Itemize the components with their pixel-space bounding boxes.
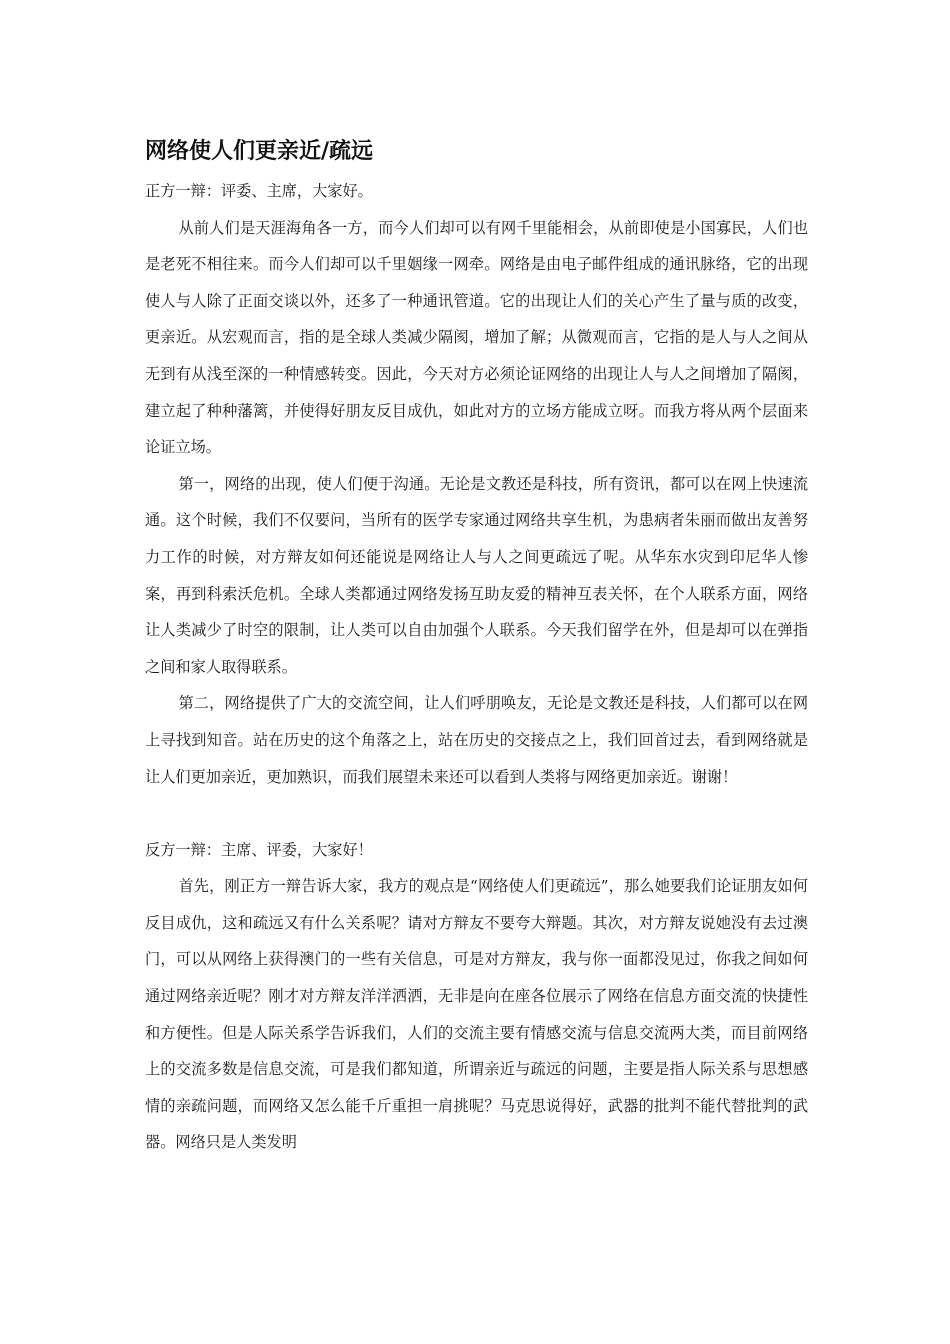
paragraph-affirmative-3: 第二，网络提供了广大的交流空间，让人们呼朋唤友，无论是文教还是科技，人们都可以在网上寻找到知音。站在历史的这个角落之上，站在历史的交接点之上，我们回首过去，看到网络就是让人们更加亲近，更加熟识，而我们展望未来还可以看到人类将与网络更加亲近。谢谢！ — [145, 694, 808, 786]
blank-line — [145, 795, 808, 832]
document-title: 网络使人们更亲近/疏远 — [145, 139, 374, 164]
paragraph-negative-1: 首先，刚正方一辩告诉大家，我方的观点是“网络使人们更疏远”，那么她要我们论证朋友如何反目成仇，这和疏远又有什么关系呢？请对方辩友不要夸大辩题。其次，对方辩友说她没有去过澳门，可以从网络上获得澳门的一些有关信息，可是对方辩友，我与你一面都没见过，你我之间如何通过网络亲近呢？刚才对方辩友洋洋洒洒，无非是向在座各位展示了网络在信息方面交流的快捷性和方便性。但是人际关系学告诉我们，人们的交流主要有情感交流与信息交流两大类，而目前网络上的交流多数是信息交流，可是我们都知道，所谓亲近与疏远的问题，主要是指人际关系与思想感情的亲疏问题，而网络又怎么能千斤重担一肩挑呢？马克思说得好，武器的批判不能代替批判的武器。网络只是人类发明 — [145, 877, 808, 1152]
speaker-line-affirmative: 正方一辩：评委、主席，大家好。 — [145, 182, 373, 200]
speaker-line-negative: 反方一辩：主席、评委，大家好！ — [145, 840, 373, 859]
document-body — [145, 137, 808, 1161]
paragraph-affirmative-1: 从前人们是天涯海角各一方，而今人们却可以有网千里能相会，从前即使是小国寡民，人们也是老死不相往来。而今人们却可以千里姻缘一网牵。网络是由电子邮件组成的通讯脉络，它的出现使人与人除了正面交谈以外，还多了一种通讯管道。它的出现让人们的关心产生了量与质的改变，更亲近。从宏观而言，指的是全球人类减少隔阂，增加了解；从微观而言，它指的是人与人之间从无到有从浅至深的一种情感转变。因此，今天对方必须论证网络的出现让人与人之间增加了隔阂，建立起了种种藩篱，并使得好朋友反目成仇，如此对方的立场方能成立呀。而我方将从两个层面来论证立场。 — [145, 218, 808, 457]
paragraph-affirmative-2: 第一，网络的出现，使人们便于沟通。无论是文教还是科技，所有资讯，都可以在网上快速流通。这个时候，我们不仅要问，当所有的医学专家通过网络共享生机，为患病者朱丽而做出友善努力工作的时候，对方辩友如何还能说是网络让人与人之间更疏远了呢。从华东水灾到印尼华人惨案，再到科索沃危机。全球人类都通过网络发扬互助友爱的精神互表关怀，在个人联系方面，网络让人类减少了时空的限制，让人类可以自由加强个人联系。今天我们留学在外，但是却可以在弹指之间和家人取得联系。 — [145, 474, 808, 676]
